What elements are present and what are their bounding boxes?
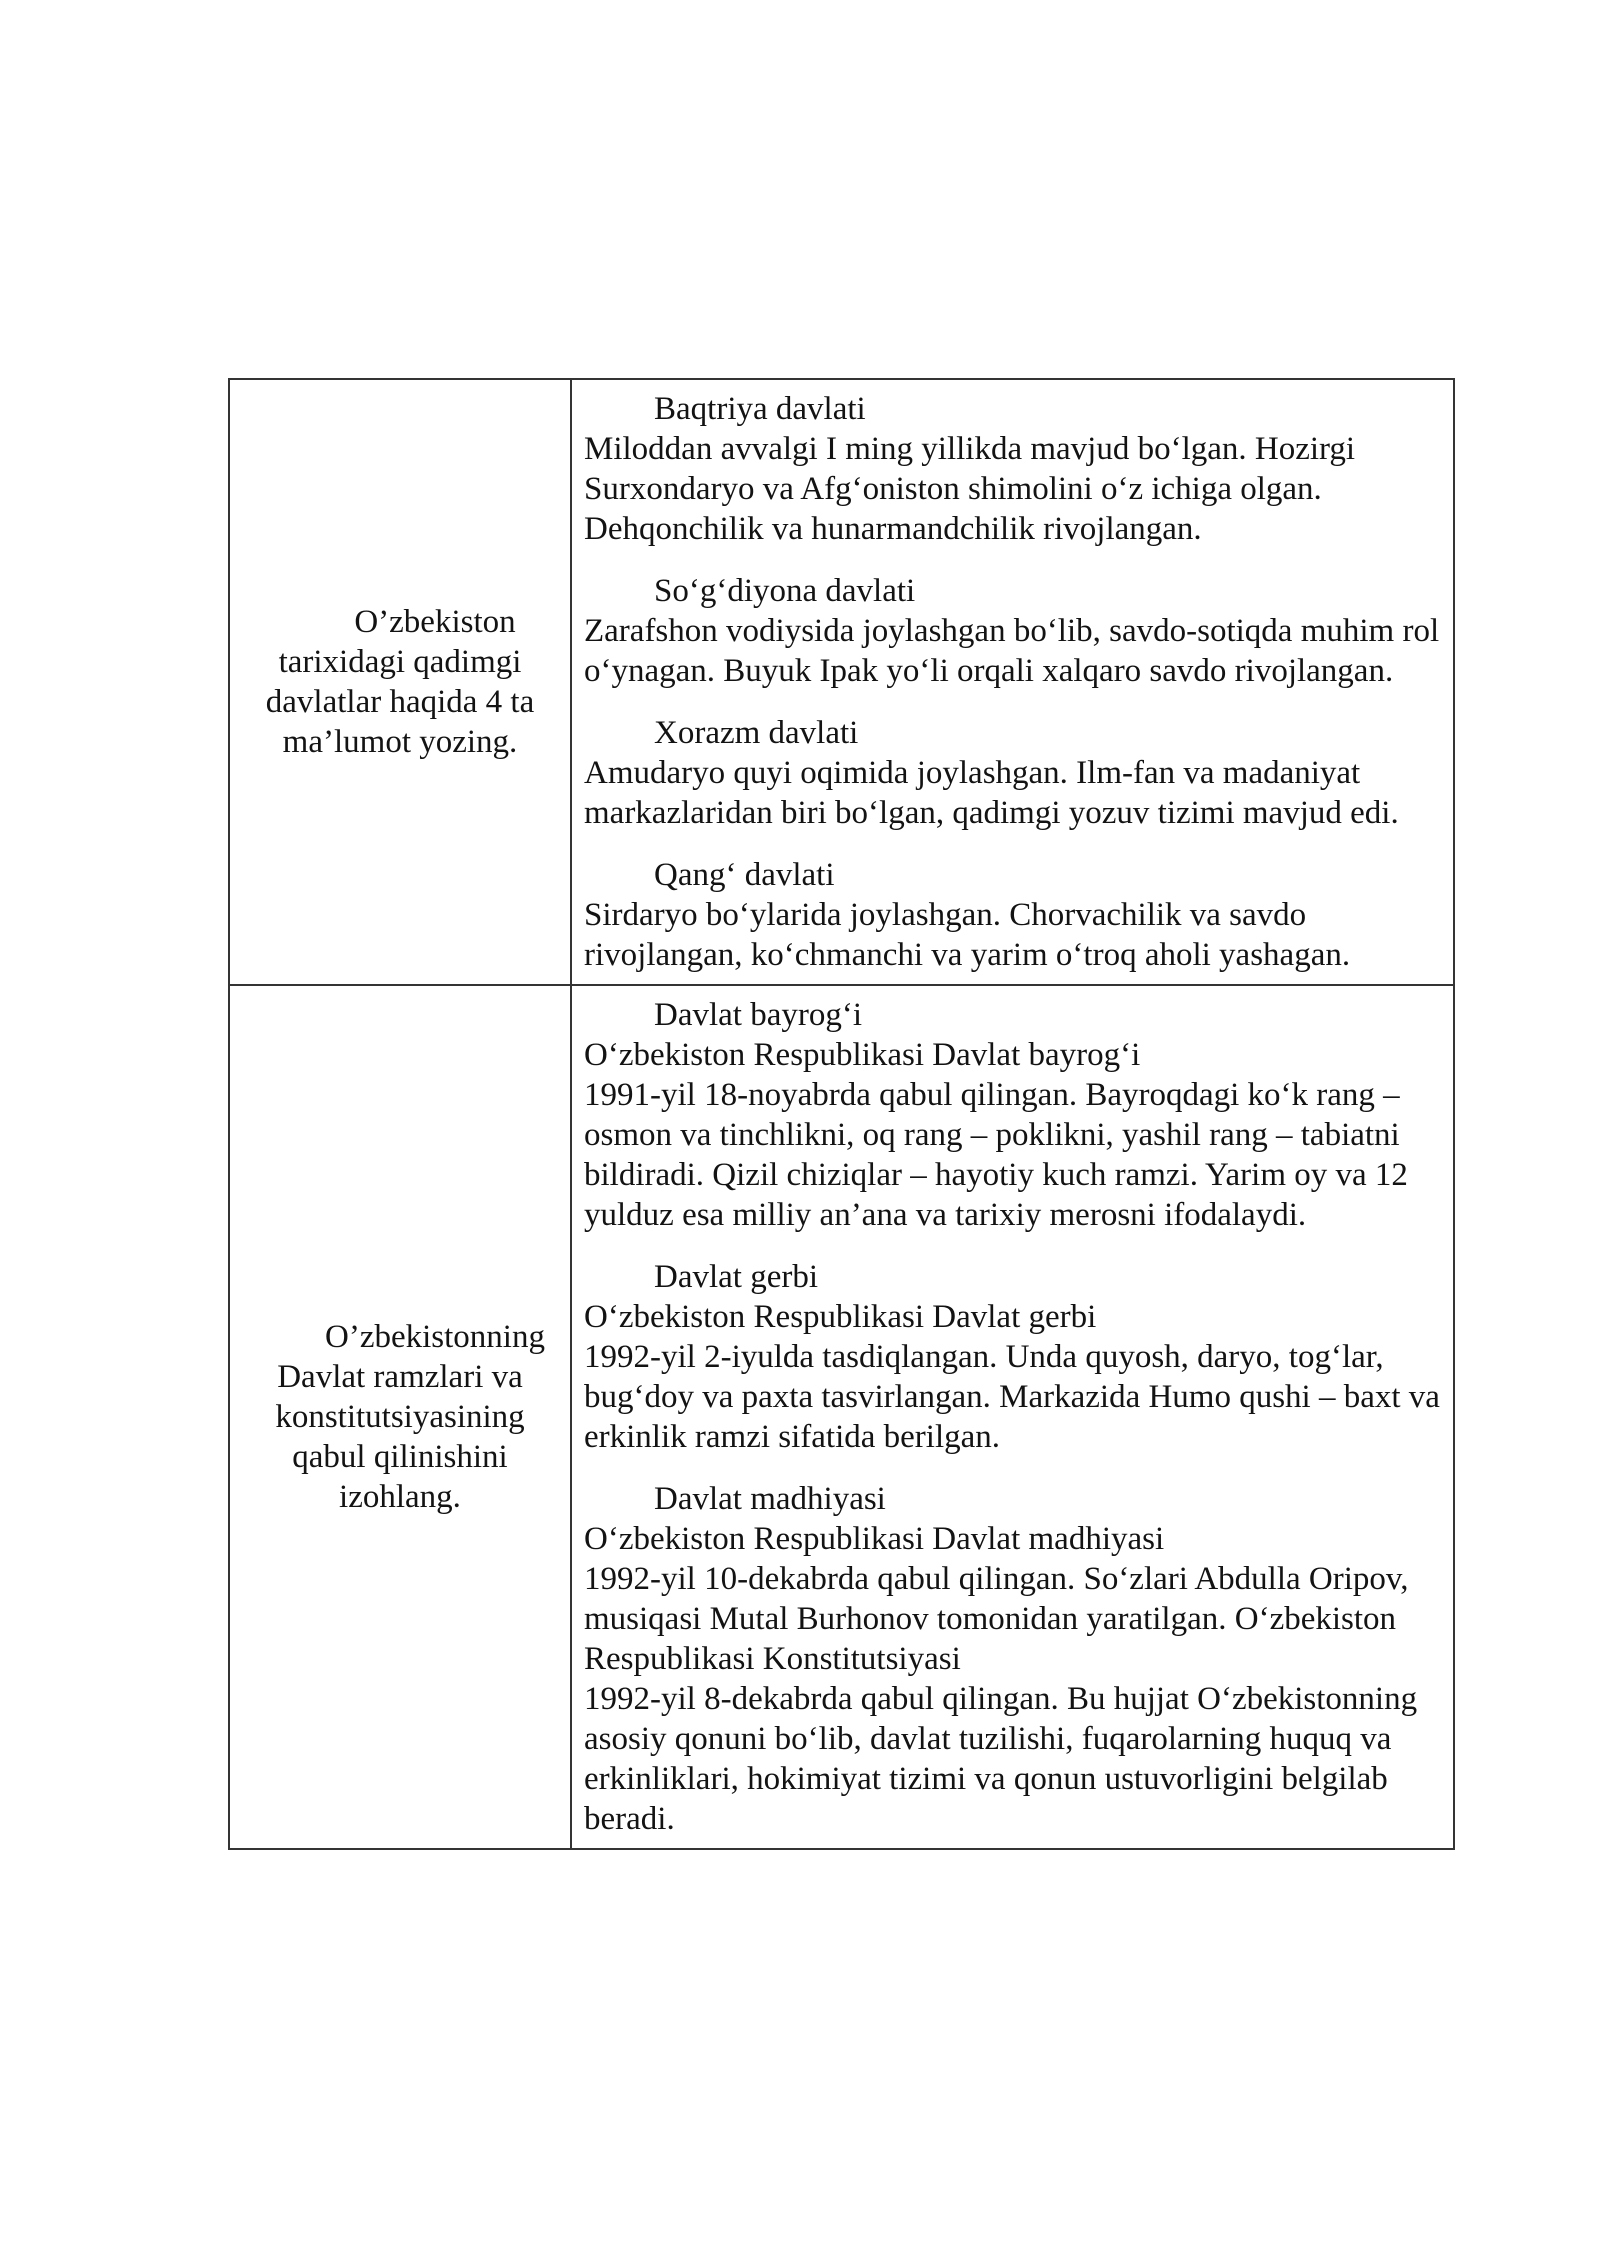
prompt-cell xyxy=(229,985,571,1849)
table-row xyxy=(229,985,1454,1849)
block-paragraph: 1992-yil 8-dekabrda qabul qilingan. Bu hujjat O‘zbekistonning asosiy qonuni bo‘lib, davlat tuzilishi, fuqarolarning huquq va erkinliklari, hokimiyat tizimi va qonun ustuvorligini belgilab beradi. xyxy=(584,1681,1418,1837)
block-paragraph: Amudaryo quyi oqimida joylashgan. Ilm-fan va madaniyat markazlaridan biri bo‘lgan, qadimgi yozuv tizimi mavjud edi. xyxy=(584,755,1399,831)
block-paragraph: 1992-yil 2-iyulda tasdiqlangan. Unda quyosh, daryo, tog‘lar, bug‘doy va paxta tasvirlangan. Markazida Humo qushi – baxt va erkinlik ramzi sifatida berilgan. xyxy=(584,1339,1440,1455)
answer-cell xyxy=(571,985,1454,1849)
block-paragraph: O‘zbekiston Respublikasi Davlat gerbi xyxy=(584,1299,1097,1335)
answer-block xyxy=(584,995,1441,1235)
block-paragraph: Zarafshon vodiysida joylashgan bo‘lib, savdo-sotiqda muhim rol o‘ynagan. Buyuk Ipak yo‘li orqali xalqaro savdo rivojlangan. xyxy=(584,613,1440,689)
block-heading: Xorazm davlati xyxy=(654,715,859,751)
block-paragraph: O‘zbekiston Respublikasi Davlat madhiyasi xyxy=(584,1521,1165,1557)
block-paragraph: 1992-yil 10-dekabrda qabul qilingan. So‘zlari Abdulla Oripov, musiqasi Mutal Burhonov tomonidan yaratilgan. O‘zbekiston Respublikasi Konstitutsiyasi xyxy=(584,1561,1409,1677)
answer-block xyxy=(584,1479,1441,1839)
block-paragraph: 1991-yil 18-noyabrda qabul qilingan. Bayroqdagi ko‘k rang – osmon va tinchlikni, oq rang – poklikni, yashil rang – tabiatni bildiradi. Qizil chiziqlar – hayotiy kuch ramzi. Yarim oy va 12 yulduz esa milliy an’ana va tarixiy merosni ifodalaydi. xyxy=(584,1077,1408,1233)
block-heading: Davlat madhiyasi xyxy=(654,1481,886,1517)
prompt-text: O’zbekiston tarixidagi qadimgi davlatlar haqida 4 ta ma’lumot yozing. xyxy=(265,604,535,760)
block-paragraph: O‘zbekiston Respublikasi Davlat bayrog‘i xyxy=(584,1037,1141,1073)
content-table xyxy=(228,378,1455,1850)
answer-block xyxy=(584,855,1441,975)
table-row xyxy=(229,379,1454,985)
answer-block xyxy=(584,571,1441,691)
block-heading: Davlat gerbi xyxy=(654,1259,819,1295)
answer-block xyxy=(584,1257,1441,1457)
block-heading: Davlat bayrog‘i xyxy=(654,997,863,1033)
answer-cell xyxy=(571,379,1454,985)
prompt-text: O’zbekistonning Davlat ramzlari va konstitutsiyasining qabul qilinishini izohlang. xyxy=(275,1319,545,1515)
answer-block xyxy=(584,389,1441,549)
prompt-cell xyxy=(229,379,571,985)
block-heading: So‘g‘diyona davlati xyxy=(654,573,916,609)
block-heading: Baqtriya davlati xyxy=(654,391,866,427)
block-paragraph: Miloddan avvalgi I ming yillikda mavjud bo‘lgan. Hozirgi Surxondaryo va Afg‘oniston shimolini o‘z ichiga olgan. Dehqonchilik va hunarmandchilik rivojlangan. xyxy=(584,431,1356,547)
answer-block xyxy=(584,713,1441,833)
block-paragraph: Sirdaryo bo‘ylarida joylashgan. Chorvachilik va savdo rivojlangan, ko‘chmanchi va yarim o‘troq aholi yashagan. xyxy=(584,897,1351,973)
block-heading: Qang‘ davlati xyxy=(654,857,835,893)
